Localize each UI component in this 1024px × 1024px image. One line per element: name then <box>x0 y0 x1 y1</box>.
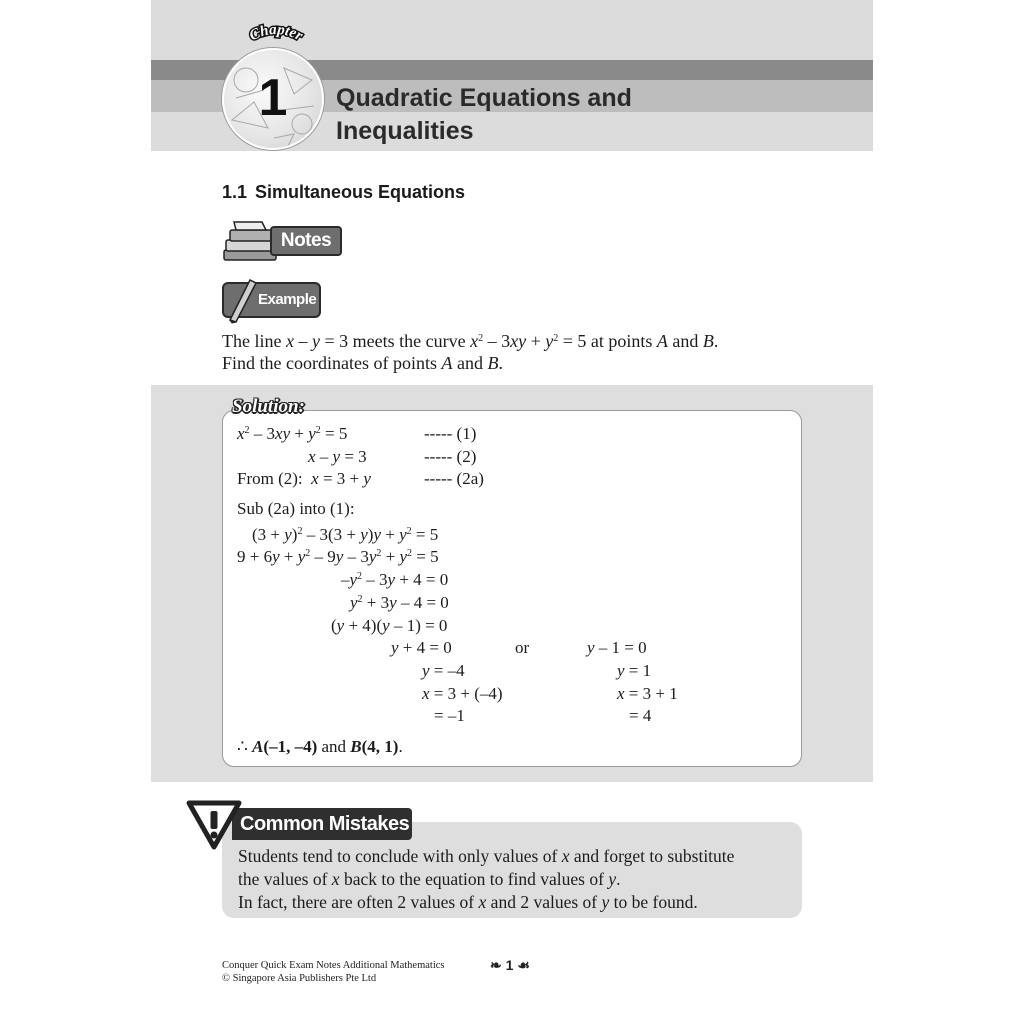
footer-copyright: © Singapore Asia Publishers Pte Ltd <box>222 973 377 984</box>
solution-line: $x^2 - 3xy + y^2 = 5$ <box>237 424 348 443</box>
solution-line: x = 3 + 1 <box>617 684 678 703</box>
sub-instruction: Sub (2a) into (1): <box>237 499 355 518</box>
chapter-title-line2: Inequalities <box>336 117 474 145</box>
solution-line: x – y = 3 <box>308 447 367 466</box>
question-line2: Find the coordinates of points A and B. <box>222 353 503 373</box>
solution-line: $-y^2 - 3y + 4 = 0$ <box>341 570 449 589</box>
chapter-number: 1 <box>258 69 288 127</box>
eq-label-2: ----- (2) <box>424 447 477 466</box>
section-name: Simultaneous Equations <box>255 182 466 202</box>
common-mistakes-text <box>238 845 798 914</box>
solution-line: $(3 + y)^2 - 3(3 + y)y + y^2 = 5$ <box>252 525 439 544</box>
common-mistakes-label: Common Mistakes <box>232 808 412 840</box>
solution-line: y = 1 <box>617 661 652 680</box>
solution-line: (y + 4)(y – 1) = 0 <box>331 616 448 635</box>
mistake-line2: the values of x back to the equation to find values of y. <box>238 869 621 889</box>
page-number-value: 1 <box>505 957 514 973</box>
chapter-word-arc <box>238 18 314 52</box>
page-number <box>490 957 530 974</box>
footer-book-title: Conquer Quick Exam Notes Additional Mathematics <box>222 960 445 971</box>
mistake-line3: In fact, there are often 2 values of x and 2 values of y to be found. <box>238 892 698 912</box>
chapter-title <box>336 82 816 148</box>
chapter-title-line1: Quadratic Equations and <box>336 84 632 112</box>
chapter-word: Chapter <box>247 21 306 45</box>
footer <box>222 959 445 985</box>
example-question <box>222 330 718 374</box>
solution-line: $y^2 + 3y - 4 = 0$ <box>350 593 449 612</box>
solution-tag: Solution: <box>232 396 305 417</box>
pen-icon <box>222 276 322 324</box>
warning-icon <box>186 800 242 850</box>
question-line1: The line x – y = 3 meets the curve $x^2 - 3xy + y^2 = 5$ at points A and B. <box>222 331 719 351</box>
solution-line: y – 1 = 0 <box>587 638 647 657</box>
eq-label-1: ----- (1) <box>424 424 477 443</box>
solution-line: = –1 <box>434 706 465 725</box>
conclusion: ∴ A(–1, –4) and B(4, 1). <box>237 737 403 756</box>
or-word: or <box>515 638 530 657</box>
eq-label-2a: ----- (2a) <box>424 469 484 488</box>
solution-line: x = 3 + (–4) <box>422 684 503 703</box>
notes-label: Notes <box>270 226 342 256</box>
mistake-line1: Students tend to conclude with only values of x and forget to substitute <box>238 846 735 866</box>
solution-line: From (2): x = 3 + y <box>237 469 371 488</box>
section-number: 1.1 <box>222 182 248 202</box>
example-label: Example <box>222 282 321 318</box>
solution-line: y = –4 <box>422 661 465 680</box>
svg-text:Chapter <box>247 22 305 45</box>
ornament-right-icon: ☙ <box>517 957 530 973</box>
section-title <box>222 182 465 203</box>
ornament-left-icon: ❧ <box>490 957 502 973</box>
solution-line: y + 4 = 0 <box>391 638 452 657</box>
solution-line: $9 + 6y + y^2 - 9y - 3y^2 + y^2 = 5$ <box>237 547 439 566</box>
solution-line: = 4 <box>629 706 652 725</box>
